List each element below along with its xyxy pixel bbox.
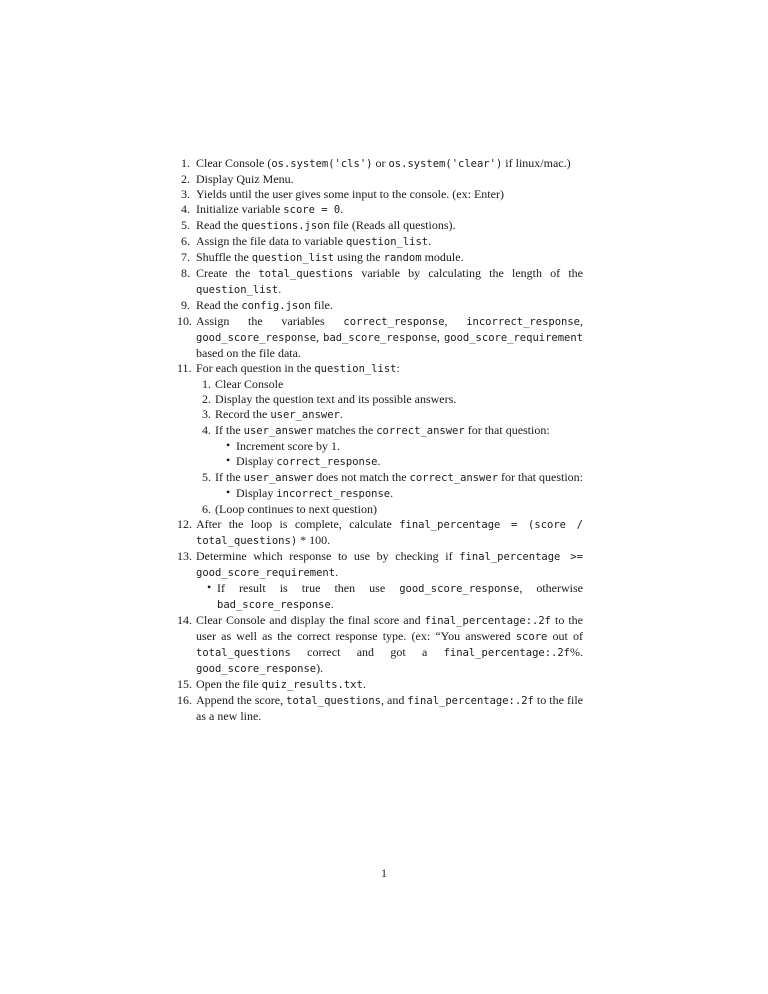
substep-number: 1. <box>202 377 211 391</box>
step-text: Determine which response to use by checking if final_percentage >= good_score_requirement. <box>196 549 584 579</box>
inline-code: good_score_requirement <box>443 332 584 344</box>
step-text: Read the config.json file. <box>196 298 333 312</box>
step-text: For each question in the question_list: <box>196 361 400 375</box>
inline-code: total_questions <box>286 695 381 707</box>
inline-code: bad_score_response <box>323 332 437 344</box>
inline-code: correct_answer <box>376 425 465 437</box>
step-item <box>177 361 583 517</box>
bullet-item <box>215 454 583 470</box>
bullet-text: Display correct_response. <box>236 454 381 468</box>
inline-code: question_list <box>196 284 279 296</box>
step-text: Clear Console and display the final score and final_percentage:.2f to the user as well as the correct response type. (ex: “You answered score out of total_questions correct and got a final_percentage:.2f%. good_score_response). <box>196 613 584 675</box>
step-item <box>177 517 583 549</box>
step-item <box>196 377 583 392</box>
step-text: Clear Console <box>215 377 284 391</box>
step-text: Assign the variables correct_response, incorrect_response, good_score_response, bad_score_response, good_score_requirement based on the file data. <box>196 314 584 360</box>
bullet-icon: • <box>226 438 231 452</box>
step-text: Record the user_answer. <box>215 407 343 421</box>
step-item <box>196 407 583 423</box>
step-number: 3. <box>181 187 190 201</box>
bullet-icon: • <box>226 485 231 499</box>
step-number: 12. <box>177 517 192 531</box>
step-item <box>177 218 583 234</box>
inline-code: user_answer <box>243 472 314 484</box>
step-number: 16. <box>177 693 192 707</box>
step-item <box>177 298 583 314</box>
step-number: 8. <box>181 266 190 280</box>
step-text: Initialize variable score = 0. <box>196 202 344 216</box>
step-text: If the user_answer does not match the correct_answer for that question: <box>215 470 584 484</box>
inline-code: score <box>515 631 548 643</box>
step-item <box>196 470 583 502</box>
bullet-icon: • <box>226 453 231 467</box>
inline-code: random <box>383 252 422 264</box>
inline-code: quiz_results.txt <box>261 679 363 691</box>
page-number: 1 <box>381 866 387 880</box>
step-item <box>177 202 583 218</box>
inline-code: score = 0 <box>283 204 341 216</box>
step-text: If the user_answer matches the correct_answer for that question: <box>215 423 550 437</box>
inline-code: final_percentage:.2f <box>424 615 552 627</box>
inline-code: good_score_response <box>399 583 520 595</box>
step-text: Append the score, total_questions, and final_percentage:.2f to the file as a new line. <box>196 693 583 723</box>
inline-code: good_score_response <box>196 663 317 675</box>
step-text: Clear Console (os.system('cls') or os.system('clear') if linux/mac.) <box>196 156 571 170</box>
inline-code: question_list <box>314 363 397 375</box>
step-text: Assign the file data to variable question_list. <box>196 234 432 248</box>
step-number: 1. <box>181 156 190 170</box>
inline-code: correct_response <box>343 316 445 328</box>
inline-code: user_answer <box>243 425 314 437</box>
bullet-item <box>196 581 583 613</box>
step-item <box>177 677 583 693</box>
step-text: Display the question text and its possible answers. <box>215 392 457 406</box>
step-number: 10. <box>177 314 192 328</box>
step-item <box>177 187 583 202</box>
inline-code: os.system('cls') <box>271 158 373 170</box>
bullet-list <box>215 486 583 502</box>
inline-code: question_list <box>251 252 334 264</box>
step-number: 6. <box>181 234 190 248</box>
bullet-item <box>215 439 583 454</box>
bullet-list <box>196 581 583 613</box>
step-text: (Loop continues to next question) <box>215 502 377 516</box>
inline-code: correct_answer <box>409 472 499 484</box>
substep-number: 5. <box>202 470 211 484</box>
inline-code: bad_score_response <box>217 599 331 611</box>
step-number: 4. <box>181 202 190 216</box>
inline-code: correct_response <box>276 456 378 468</box>
step-item <box>177 156 583 172</box>
inline-code: question_list <box>345 236 429 248</box>
bullet-text: Increment score by 1. <box>236 439 340 453</box>
step-item <box>177 234 583 250</box>
step-item <box>177 549 583 613</box>
step-number: 13. <box>177 549 192 563</box>
step-number: 9. <box>181 298 190 312</box>
step-item <box>177 314 583 361</box>
inline-code: user_answer <box>270 409 340 421</box>
substeps-list <box>196 377 583 517</box>
substep-number: 4. <box>202 423 211 437</box>
step-text: After the loop is complete, calculate final_percentage = (score / total_questions) * 100. <box>196 517 583 547</box>
step-text: Create the total_questions variable by calculating the length of the question_list. <box>196 266 583 296</box>
step-item <box>177 266 583 298</box>
inline-code: total_questions <box>196 647 291 659</box>
step-item <box>177 613 583 677</box>
step-number: 14. <box>177 613 192 627</box>
inline-code: final_percentage >= good_score_requirement <box>196 551 584 579</box>
bullet-text: Display incorrect_response. <box>236 486 394 500</box>
step-number: 5. <box>181 218 190 232</box>
step-text: Read the questions.json file (Reads all questions). <box>196 218 456 232</box>
inline-code: os.system('clear') <box>388 158 503 170</box>
inline-code: incorrect_response <box>276 488 391 500</box>
step-number: 15. <box>177 677 192 691</box>
bullet-icon: • <box>207 580 212 594</box>
inline-code: incorrect_response <box>466 316 581 328</box>
step-text: Display Quiz Menu. <box>196 172 294 186</box>
bullet-item <box>215 486 583 502</box>
step-number: 11. <box>177 361 192 375</box>
step-item <box>196 502 583 517</box>
step-item <box>196 392 583 407</box>
step-number: 7. <box>181 250 190 264</box>
inline-code: final_percentage:.2f <box>443 647 570 659</box>
inline-code: config.json <box>241 300 311 312</box>
bullet-list <box>215 439 583 470</box>
step-text: Shuffle the question_list using the random module. <box>196 250 464 264</box>
step-item <box>177 693 583 724</box>
inline-code: good_score_response <box>196 332 317 344</box>
inline-code: questions.json <box>241 220 330 232</box>
step-item <box>177 172 583 187</box>
step-number: 2. <box>181 172 190 186</box>
substep-number: 3. <box>202 407 211 421</box>
substep-number: 2. <box>202 392 211 406</box>
inline-code: final_percentage = (score / total_questions) <box>196 519 583 547</box>
step-item <box>177 250 583 266</box>
inline-code: final_percentage:.2f <box>407 695 534 707</box>
step-item <box>196 423 583 470</box>
steps-list <box>177 156 583 724</box>
step-text: Yields until the user gives some input to the console. (ex: Enter) <box>196 187 504 201</box>
inline-code: total_questions <box>258 268 354 280</box>
page-footer <box>0 866 768 881</box>
substep-number: 6. <box>202 502 211 516</box>
step-text: Open the file quiz_results.txt. <box>196 677 366 691</box>
bullet-text: If result is true then use good_score_response, otherwise bad_score_response. <box>217 581 584 611</box>
